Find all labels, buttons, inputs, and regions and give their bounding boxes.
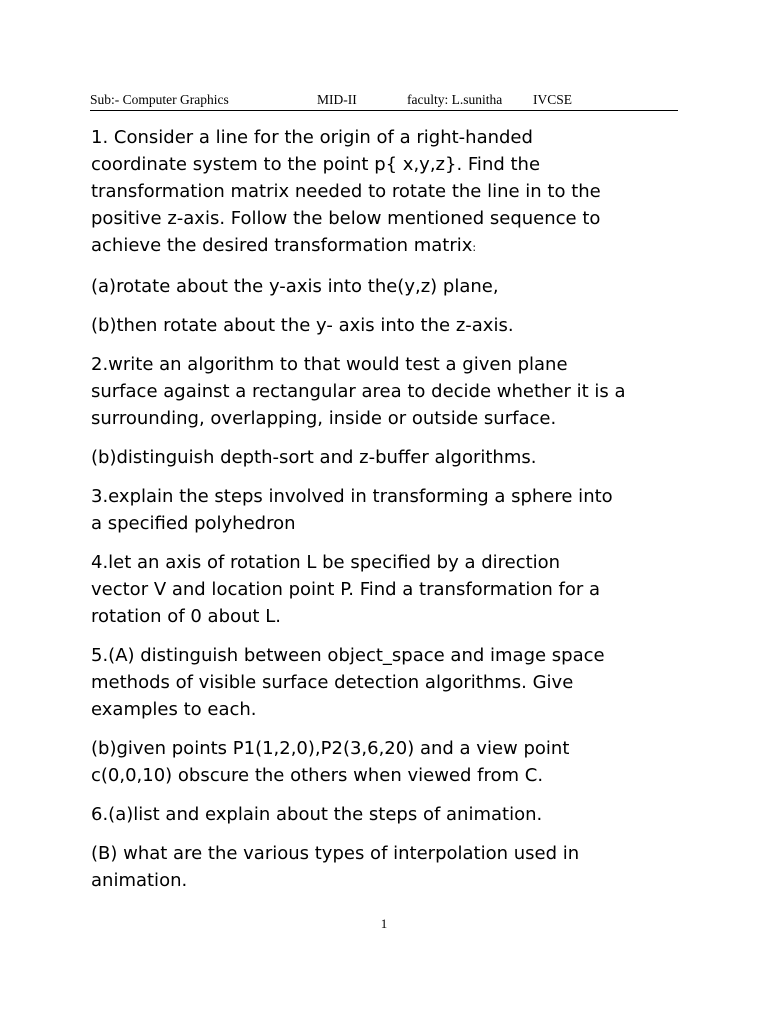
question-line: a specified polyhedron — [91, 513, 296, 534]
question-line: vector V and location point P. Find a transformation for a — [91, 579, 601, 600]
header-faculty: faculty: L.sunitha — [407, 92, 503, 107]
question-line: animation. — [91, 870, 188, 891]
question-2b — [91, 444, 691, 471]
question-line: 6.(a)list and explain about the steps of animation. — [91, 804, 543, 825]
question-1 — [91, 124, 691, 261]
question-5a — [91, 642, 691, 723]
page-number: 1 — [380, 916, 388, 931]
question-line: (b)given points P1(1,2,0),P2(3,6,20) and a view point — [91, 738, 570, 759]
question-6a — [91, 801, 691, 828]
question-line: (b)then rotate about the y- axis into the z-axis. — [91, 315, 514, 336]
question-line: (b)distinguish depth-sort and z-buffer algorithms. — [91, 447, 537, 468]
question-2 — [91, 351, 691, 432]
question-line: surrounding, overlapping, inside or outside surface. — [91, 408, 557, 429]
question-line: 1. Consider a line for the origin of a right-handed — [91, 127, 533, 148]
question-line: examples to each. — [91, 699, 257, 720]
question-line: (B) what are the various types of interpolation used in — [91, 843, 580, 864]
question-line-trailing: : — [472, 241, 477, 254]
header-exam: MID-II — [317, 92, 357, 107]
question-line: surface against a rectangular area to decide whether it is a — [91, 381, 626, 402]
question-line: c(0,0,10) obscure the others when viewed from C. — [91, 765, 544, 786]
question-line: 5.(A) distinguish between object_space and image space — [91, 645, 605, 666]
question-5b — [91, 735, 691, 789]
question-6b — [91, 840, 691, 894]
question-line: rotation of 0 about L. — [91, 606, 281, 627]
header-class: IVCSE — [533, 92, 573, 107]
question-line: transformation matrix needed to rotate the line in to the — [91, 181, 601, 202]
header-subject: Sub:- Computer Graphics — [90, 92, 229, 107]
question-line: methods of visible surface detection algorithms. Give — [91, 672, 574, 693]
question-line: 4.let an axis of rotation L be specified by a direction — [91, 552, 561, 573]
question-line: coordinate system to the point p{ x,y,z}. Find the — [91, 154, 541, 175]
question-line: positive z-axis. Follow the below mentioned sequence to — [91, 208, 601, 229]
question-4 — [91, 549, 691, 630]
question-line: 3.explain the steps involved in transforming a sphere into — [91, 486, 613, 507]
question-3 — [91, 483, 691, 537]
question-line: (a)rotate about the y-axis into the(y,z) plane, — [91, 276, 499, 297]
question-list — [91, 124, 691, 906]
question-1a — [91, 273, 691, 300]
page-header — [90, 90, 678, 111]
question-line — [91, 232, 691, 261]
question-line: 2.write an algorithm to that would test a given plane — [91, 354, 568, 375]
question-1b — [91, 312, 691, 339]
question-line-text: achieve the desired transformation matrix — [91, 235, 473, 256]
